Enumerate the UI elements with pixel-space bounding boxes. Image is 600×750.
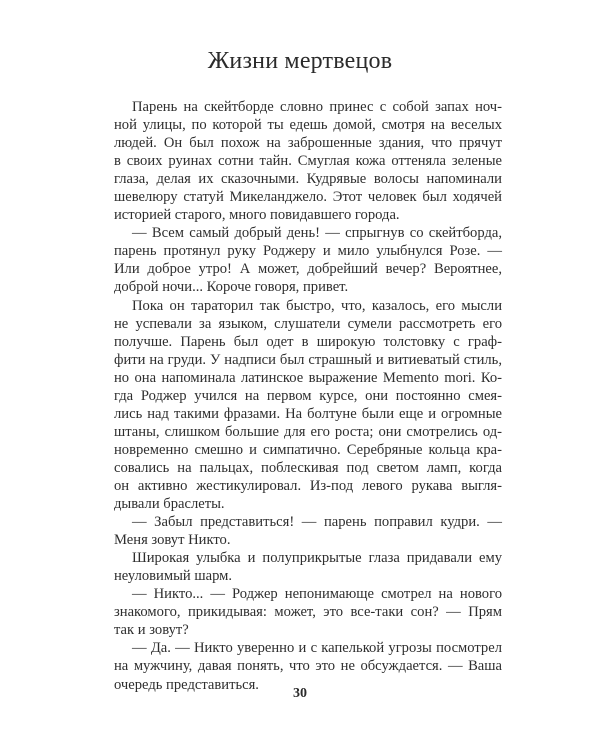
text-line: — Да. — Никто уверенно и с капелькой угрозы посмотрел <box>132 640 502 657</box>
text-line: очередь представиться. <box>114 676 259 693</box>
text-line: новременно смешно и симпатично. Серебряные кольца кра- <box>114 441 502 458</box>
page-number: 30 <box>293 686 307 701</box>
paragraph <box>114 513 502 549</box>
text-line: в своих руинах сотни тайн. Смуглая кожа оттеняла зеленые <box>114 153 502 170</box>
paragraph <box>114 224 502 296</box>
text-line: Меня зовут Никто. <box>114 532 231 549</box>
text-line: так и зовут? <box>114 622 189 639</box>
text-line: неуловимый шарм. <box>114 568 233 585</box>
paragraph <box>114 549 502 585</box>
text-line: — Никто... — Роджер непонимающе смотрел на нового <box>132 586 502 603</box>
text-line: Или доброе утро! А может, добрейший вечер? Вероятнее, <box>114 261 502 278</box>
text-line: историей старого, много повидавшего города. <box>114 207 400 224</box>
paragraph <box>114 98 502 224</box>
text-line: Парень на скейтборде словно принес с собой запах ноч- <box>132 99 502 115</box>
paragraph <box>114 297 502 514</box>
text-line: ной улицы, по которой ты едешь домой, смотря на веселых <box>114 117 502 134</box>
text-line: лись над такими фразами. На болтуне были еще и огромные <box>114 405 502 422</box>
text-line: знакомого, прикидывая: может, это все-таки сон? — Прям <box>114 604 502 621</box>
text-line: глаза, делая их сказочными. Кудрявые волосы напоминали <box>114 171 502 188</box>
text-line: штаны, слишком большие для его роста; они смотрелись од- <box>114 423 502 440</box>
text-line: доброй ночи... Короче говоря, привет. <box>114 279 349 296</box>
body-text <box>114 98 502 694</box>
text-line: парень протянул руку Роджеру и мило улыбнулся Розе. — <box>114 243 502 260</box>
text-line: — Всем самый добрый день! — спрыгнув со скейтборда, <box>132 225 502 242</box>
text-line: совались на пальцах, поблескивая под светом ламп, когда <box>114 459 502 476</box>
text-line: дывали браслеты. <box>114 496 225 513</box>
text-line: на мужчину, давая понять, что это не обсуждается. — Ваша <box>114 658 502 675</box>
paragraph <box>114 585 502 639</box>
text-line: людей. Он был похож на заброшенные здания, что прячут <box>114 135 502 152</box>
text-line: получше. Парень был одет в широкую толстовку с граф- <box>114 333 502 350</box>
text-line: он активно жестикулировал. Из-под левого рукава выгля- <box>114 477 502 494</box>
text-line: но она напоминала латинское выражение Memento mori. Ко- <box>114 369 502 386</box>
text-line: — Забыл представиться! — парень поправил кудри. — <box>132 514 502 531</box>
text-line: Пока он тараторил так быстро, что, казалось, его мысли <box>132 297 502 314</box>
text-line: фити на груди. У надписи был страшный и витиеватый стиль, <box>114 351 502 368</box>
text-line: Широкая улыбка и полуприкрытые глаза придавали ему <box>132 550 502 567</box>
text-line: не успевали за языком, слушатели сумели рассмотреть его <box>114 315 502 332</box>
chapter-title: Жизни мертвецов <box>207 48 393 74</box>
text-line: гда Роджер учился на первом курсе, они постоянно смея- <box>114 387 502 404</box>
text-line: шевелюру статуй Микеланджело. Этот человек был ходячей <box>114 189 502 206</box>
